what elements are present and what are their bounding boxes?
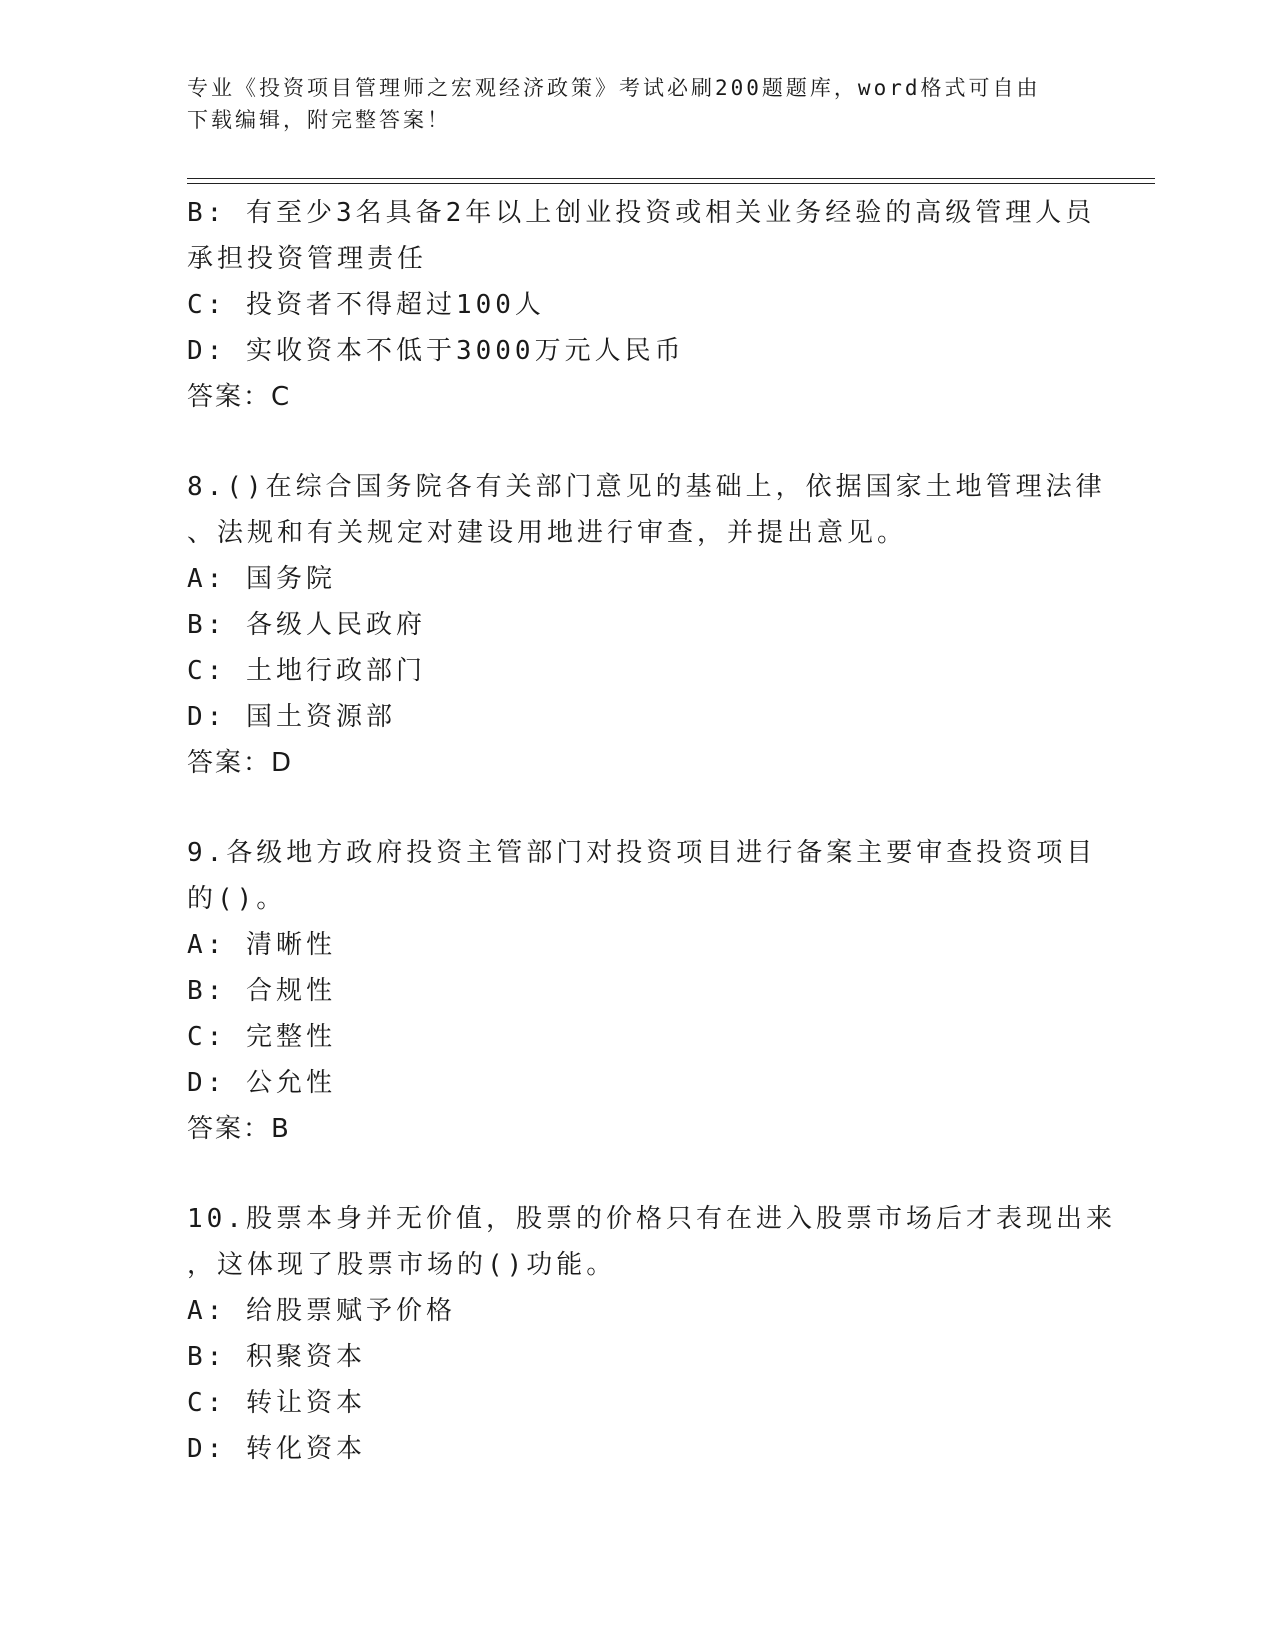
question-stem-line-1: 9.各级地方政府投资主管部门对投资项目进行备案主要审查投资项目 — [187, 838, 1097, 868]
header-divider-top — [187, 178, 1155, 179]
answer: 答案：C — [187, 382, 292, 412]
question-8 — [187, 464, 1106, 786]
question-stem-line-2: ，这体现了股票市场的()功能。 — [187, 1250, 617, 1280]
option-b-line-1: B: 有至少3名具备2年以上创业投资或相关业务经验的高级管理人员 — [187, 198, 1096, 228]
question-stem-line-1: 8.()在综合国务院各有关部门意见的基础上，依据国家土地管理法律 — [187, 472, 1106, 502]
header-line-2: 下载编辑，附完整答案！ — [187, 108, 451, 132]
option-d: D: 转化资本 — [187, 1434, 366, 1464]
option-a: A: 清晰性 — [187, 930, 336, 960]
option-b: B: 各级人民政府 — [187, 610, 426, 640]
answer: 答案：B — [187, 1114, 291, 1144]
option-c: C: 完整性 — [187, 1022, 336, 1052]
option-c: C: 转让资本 — [187, 1388, 366, 1418]
option-a: A: 给股票赋予价格 — [187, 1296, 456, 1326]
question-9 — [187, 830, 1097, 1152]
option-d: D: 国土资源部 — [187, 702, 396, 732]
answer: 答案：D — [187, 748, 294, 778]
option-a: A: 国务院 — [187, 564, 336, 594]
option-c: C: 投资者不得超过100人 — [187, 290, 545, 320]
question-7-continued — [187, 190, 1096, 420]
question-stem-line-1: 10.股票本身并无价值，股票的价格只有在进入股票市场后才表现出来 — [187, 1204, 1116, 1234]
option-c: C: 土地行政部门 — [187, 656, 426, 686]
question-list — [187, 190, 1116, 1472]
option-b-line-2: 承担投资管理责任 — [187, 244, 428, 274]
header-line-1: 专业《投资项目管理师之宏观经济政策》考试必刷200题题库，word格式可自由 — [187, 76, 1041, 100]
question-10 — [187, 1196, 1116, 1472]
question-stem-line-2: 、法规和有关规定对建设用地进行审查，并提出意见。 — [187, 518, 908, 548]
option-d: D: 公允性 — [187, 1068, 336, 1098]
question-stem-line-2: 的()。 — [187, 884, 287, 914]
document-header — [187, 72, 1067, 136]
header-divider-bottom — [187, 183, 1155, 184]
option-b: B: 合规性 — [187, 976, 336, 1006]
option-b: B: 积聚资本 — [187, 1342, 366, 1372]
option-d: D: 实收资本不低于3000万元人民币 — [187, 336, 685, 366]
